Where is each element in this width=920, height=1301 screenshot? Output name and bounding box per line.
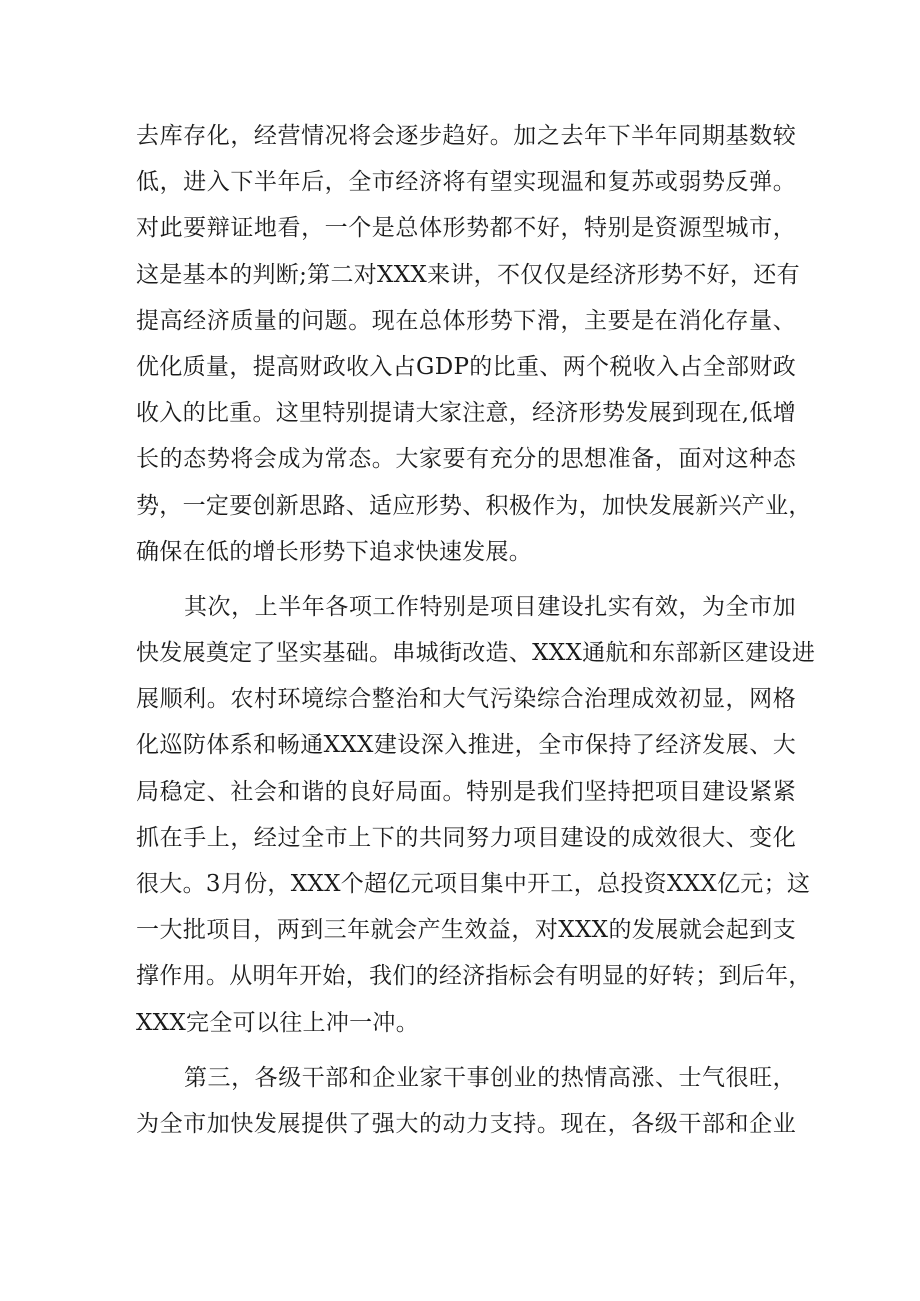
text-line: 确保在低的增长形势下追求快速发展。: [136, 538, 533, 565]
text-line: XXX完全可以往上冲一冲。: [136, 1009, 420, 1036]
paragraph-2: [136, 584, 816, 1046]
text-line: 其次，上半年各项工作特别是项目建设扎实有效，为全市加: [184, 593, 796, 620]
text-line: 化巡防体系和畅通XXX建设深入推进，全市保持了经济发展、大: [136, 732, 796, 759]
text-line: 势，一定要创新思路、适应形势、积极作为，加快发展新兴产业，: [136, 492, 812, 519]
text-line: 这是基本的判断;第二对XXX来讲，不仅仅是经济形势不好，还有: [136, 261, 800, 288]
text-line: 为全市加快发展提供了强大的动力支持。现在，各级干部和企业: [136, 1110, 796, 1137]
text-line: 局稳定、社会和谐的良好局面。特别是我们坚持把项目建设紧紧: [136, 778, 796, 805]
paragraph-gap: [136, 575, 796, 584]
text-line: 一大批项目，两到三年就会产生效益，对XXX的发展就会起到支: [136, 917, 796, 944]
text-line: 长的态势将会成为常态。大家要有充分的思想准备，面对这种态: [136, 446, 796, 473]
text-line: 低，进入下半年后，全市经济将有望实现温和复苏或弱势反弹。: [136, 169, 796, 196]
paragraph-1: [136, 113, 812, 575]
text-line: 很大。3月份，XXX个超亿元项目集中开工，总投资XXX亿元；这: [136, 871, 811, 897]
text-line: 对此要辩证地看，一个是总体形势都不好，特别是资源型城市，: [136, 215, 796, 242]
text-line: 去库存化，经营情况将会逐步趋好。加之去年下半年同期基数较: [136, 123, 796, 149]
text-line: 第三，各级干部和企业家干事创业的热情高涨、士气很旺，: [184, 1064, 796, 1091]
paragraph-3: [136, 1055, 796, 1147]
text-line: 收入的比重。这里特别提请大家注意，经济形势发展到现在,低增: [136, 400, 797, 427]
text-line: 撑作用。从明年开始，我们的经济指标会有明显的好转；到后年，: [136, 963, 812, 990]
paragraph-gap: [136, 1046, 796, 1055]
text-line: 优化质量，提高财政收入占GDP的比重、两个税收入占全部财政: [136, 353, 796, 380]
document-body: [136, 113, 816, 1147]
text-line: 快发展奠定了坚实基础。串城街改造、XXX通航和东部新区建设进: [136, 640, 816, 667]
text-line: 抓在手上，经过全市上下的共同努力项目建设的成效很大、变化: [136, 824, 796, 851]
text-line: 提高经济质量的问题。现在总体形势下滑，主要是在消化存量、: [136, 307, 796, 334]
text-line: 展顺利。农村环境综合整治和大气污染综合治理成效初显，网格: [136, 686, 796, 713]
